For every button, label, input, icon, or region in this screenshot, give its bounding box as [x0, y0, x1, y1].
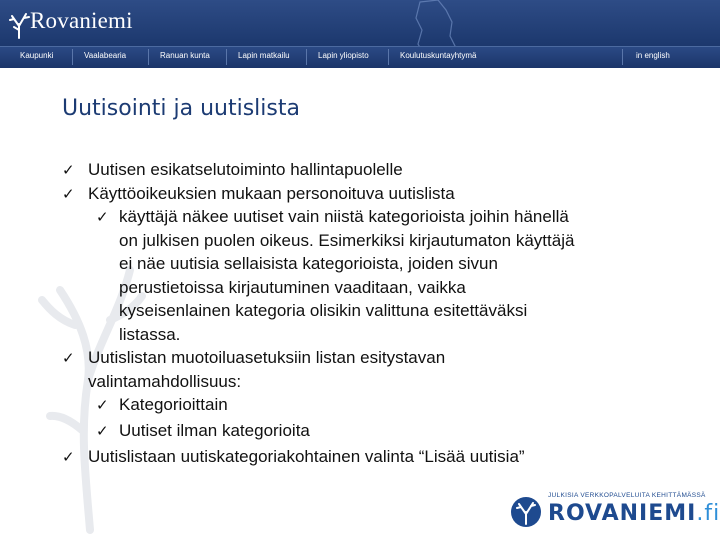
rovaniemi-logo[interactable]	[8, 2, 133, 40]
nav-item-ranuan-kunta[interactable]: Ranuan kunta	[160, 51, 210, 60]
list-item-line: Uutislistaan uutiskategoriakohtainen valinta “Lisää uutisia”	[88, 447, 525, 466]
list-item-line: on julkisen puolen oikeus. Esimerkiksi kirjautumaton käyttäjä	[119, 230, 575, 250]
list-item	[88, 346, 445, 393]
list-item-line: kyseisenlainen kategoria olisikin valittuna esitettäväksi	[119, 301, 528, 321]
logo-text: Rovaniemi	[30, 8, 133, 33]
list-item-line: valintamahdollisuus:	[88, 371, 242, 391]
nav-item-kaupunki[interactable]: Kaupunki	[20, 51, 54, 60]
rovaniemi-fi-logo	[508, 492, 720, 530]
list-item-line: Uutisen esikatselutoiminto hallintapuolelle	[88, 160, 403, 179]
check-icon: ✓	[96, 396, 109, 414]
list-item-line: ei näe uutisia sellaisista kategorioista, joiden sivun	[119, 254, 498, 274]
list-item-line: Käyttöoikeuksien mukaan personoituva uutislista	[88, 184, 455, 203]
language-link[interactable]: in english	[636, 51, 670, 60]
list-item	[119, 205, 574, 347]
nav-separator	[622, 49, 623, 65]
site-header	[0, 0, 720, 68]
footer-brand	[548, 501, 720, 526]
list-item-line: perustietoissa kirjautuminen vaaditaan, vaikka	[119, 277, 466, 297]
check-icon: ✓	[62, 448, 75, 466]
check-icon: ✓	[96, 208, 109, 226]
nav-separator	[148, 49, 149, 65]
list-item-line: Kategorioittain	[119, 395, 228, 414]
check-icon: ✓	[96, 422, 109, 440]
footer-tagline: JULKISIA VERKKOPALVELUITA KEHITTÄMÄSSÄ	[548, 492, 706, 499]
reindeer-logo-icon	[508, 496, 544, 528]
nav-item-lapin-matkailu[interactable]: Lapin matkailu	[238, 51, 290, 60]
nav-separator	[226, 49, 227, 65]
list-item-line: Uutiset ilman kategorioita	[119, 421, 310, 440]
footer-brand-name: ROVANIEMI	[548, 501, 697, 526]
nav-separator	[306, 49, 307, 65]
list-item	[119, 419, 310, 443]
list-item-line: Uutislistan muotoiluasetuksiin listan esitystavan	[88, 348, 446, 367]
check-icon: ✓	[62, 161, 75, 179]
nav-separator	[72, 49, 73, 65]
nav-item-koulutuskuntayhtyma[interactable]: Koulutuskuntayhtymä	[400, 51, 477, 60]
list-item	[88, 158, 403, 182]
list-item	[119, 393, 228, 417]
top-nav	[0, 46, 720, 68]
nav-item-vaalabearia[interactable]: Vaalabearia	[84, 51, 127, 60]
reindeer-antler-icon	[8, 10, 30, 40]
footer-domain: .fi	[696, 501, 720, 526]
slide-title: Uutisointi ja uutislista	[62, 96, 300, 121]
check-icon: ✓	[62, 349, 75, 367]
list-item-line: käyttäjä näkee uutiset vain niistä kategorioista joihin hänellä	[119, 207, 569, 226]
list-item-line: listassa.	[119, 324, 181, 344]
nav-item-lapin-yliopisto[interactable]: Lapin yliopisto	[318, 51, 369, 60]
nav-separator	[388, 49, 389, 65]
list-item	[88, 445, 525, 469]
list-item	[88, 182, 455, 206]
check-icon: ✓	[62, 185, 75, 203]
